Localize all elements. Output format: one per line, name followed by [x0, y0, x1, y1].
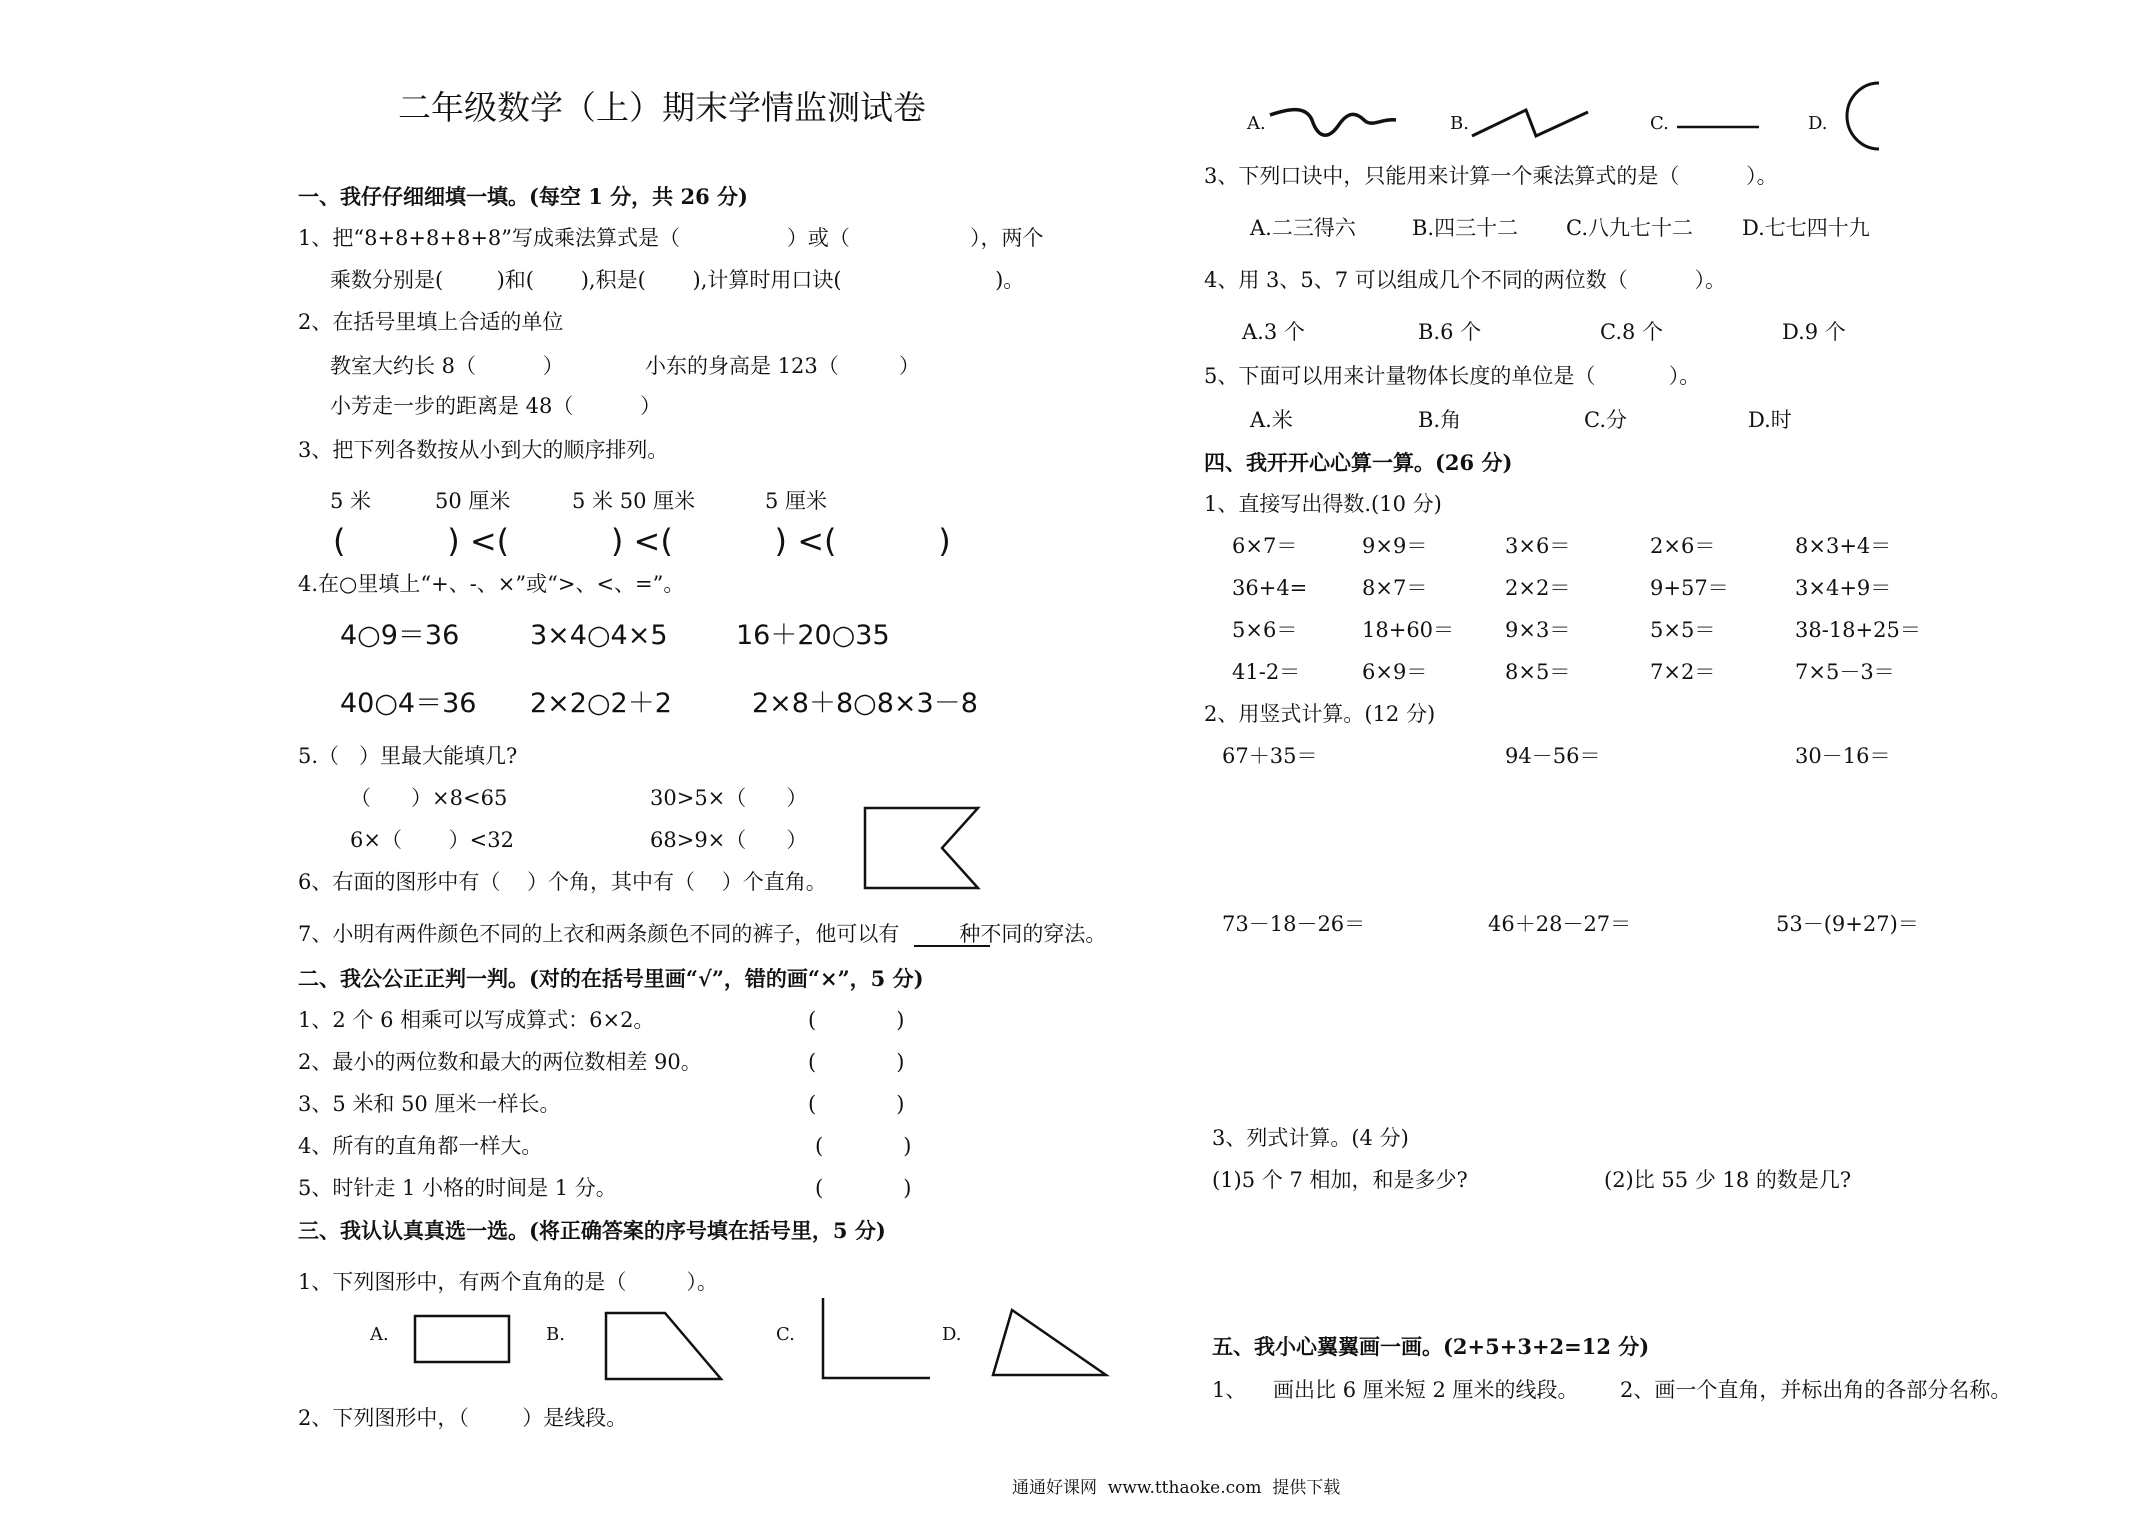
- judge-item: 2、最小的两位数和最大的两位数相差 90。: [298, 1050, 702, 1074]
- section4-heading: 四、我开开心心算一算。(26 分): [1204, 450, 1513, 475]
- judge-paren: ( ): [808, 1092, 905, 1116]
- math-cell: 9×9＝: [1362, 534, 1428, 558]
- r-q3-option: A.二三得六: [1250, 216, 1356, 240]
- q3-item: 5 米: [330, 489, 372, 513]
- math-cell: 9×3＝: [1505, 618, 1571, 642]
- math-cell: 41-2＝: [1232, 660, 1301, 684]
- math-cell: 3×6＝: [1505, 534, 1571, 558]
- vertical-calc: 73－18－26＝: [1222, 912, 1366, 936]
- q4-expr: 40○4＝36: [340, 688, 477, 719]
- vertical-calc: 46＋28－27＝: [1488, 912, 1632, 936]
- option-label: B.: [1450, 113, 1469, 134]
- draw-q1: 1、 画出比 6 厘米短 2 厘米的线段。: [1212, 1378, 1579, 1402]
- q4-expr: 3×4○4×5: [530, 620, 668, 651]
- vertical-calc: 30－16＝: [1795, 744, 1891, 768]
- q5-b: 30>5×（ ）: [650, 786, 808, 810]
- zigzag-figure: [1470, 104, 1590, 140]
- judge-item: 4、所有的直角都一样大。: [298, 1134, 543, 1158]
- option-label: B.: [546, 1324, 565, 1345]
- r-q3-option: B.四三十二: [1412, 216, 1519, 240]
- q2-b: 小东的身高是 123（ ）: [645, 354, 920, 378]
- word-problem: (2)比 55 少 18 的数是几?: [1604, 1168, 1852, 1192]
- math-cell: 8×5＝: [1505, 660, 1571, 684]
- option-label: D.: [1808, 113, 1828, 134]
- r-q4-option: D.9 个: [1782, 320, 1846, 344]
- arc-figure: [1846, 80, 1882, 152]
- q2-text: 2、在括号里填上合适的单位: [298, 310, 564, 334]
- math-cell: 36+4=: [1232, 576, 1308, 600]
- q3-text: 3、把下列各数按从小到大的顺序排列。: [298, 438, 669, 462]
- math-cell: 2×2＝: [1505, 576, 1571, 600]
- q7-blank: [914, 945, 990, 947]
- q5-c: 6×（ ）<32: [350, 828, 515, 852]
- judge-paren: ( ): [808, 1008, 905, 1032]
- option-label: A.: [1247, 113, 1266, 134]
- judge-item: 5、时针走 1 小格的时间是 1 分。: [298, 1176, 617, 1200]
- q2-a: 教室大约长 8（ ）: [330, 354, 564, 378]
- word-problem: (1)5 个 7 相加，和是多少?: [1212, 1168, 1468, 1192]
- q4-expr: 2×2○2＋2: [530, 688, 672, 719]
- section5-heading: 五、我小心翼翼画一画。(2+5+3+2=12 分): [1212, 1334, 1650, 1359]
- q3-order: ( ) <( ) <( ) <( ): [333, 522, 951, 560]
- judge-paren: ( ): [808, 1050, 905, 1074]
- vertical-calc: 67＋35＝: [1222, 744, 1318, 768]
- section2-heading: 二、我公公正正判一判。(对的在括号里画“√”，错的画“×”，5 分): [298, 966, 924, 991]
- option-label: C.: [1650, 113, 1669, 134]
- r-q3-option: C.八九七十二: [1566, 216, 1693, 240]
- q7-text: 7、小明有两件颜色不同的上衣和两条颜色不同的裤子，他可以有 种不同的穿法。: [298, 922, 1107, 946]
- triangle-figure: [990, 1306, 1110, 1378]
- math-cell: 2×6＝: [1650, 534, 1716, 558]
- s4-sub2: 2、用竖式计算。(12 分): [1204, 702, 1436, 726]
- r-q4-option: C.8 个: [1600, 320, 1664, 344]
- r-q3-text: 3、下列口诀中，只能用来计算一个乘法算式的是（ ）。: [1204, 164, 1778, 188]
- choice-q2: 2、下列图形中，（ ）是线段。: [298, 1406, 628, 1430]
- page-title: 二年级数学（上）期末学情监测试卷: [398, 88, 926, 127]
- r-q5-text: 5、下面可以用来计量物体长度的单位是（ ）。: [1204, 364, 1701, 388]
- math-cell: 9+57＝: [1650, 576, 1729, 600]
- judge-paren: ( ): [815, 1134, 912, 1158]
- math-cell: 7×2＝: [1650, 660, 1716, 684]
- curve-figure: [1268, 100, 1398, 146]
- option-label: C.: [776, 1324, 795, 1345]
- footer-credit: 通通好课网 www.tthaoke.com 提供下载: [1012, 1478, 1341, 1498]
- q2-c: 小芳走一步的距离是 48（ ）: [330, 394, 662, 418]
- s4-sub3: 3、列式计算。(4 分): [1212, 1126, 1409, 1150]
- trapezoid-figure: [603, 1310, 725, 1382]
- q4-expr: 2×8＋8○8×3－8: [752, 688, 978, 719]
- r-q4-option: B.6 个: [1418, 320, 1482, 344]
- math-cell: 38-18+25＝: [1795, 618, 1921, 642]
- r-q5-option: C.分: [1584, 408, 1627, 432]
- q4-expr: 4○9＝36: [340, 620, 460, 651]
- judge-paren: ( ): [815, 1176, 912, 1200]
- math-cell: 8×7＝: [1362, 576, 1428, 600]
- option-label: D.: [942, 1324, 962, 1345]
- choice-q1: 1、下列图形中，有两个直角的是（ ）。: [298, 1270, 718, 1294]
- section1-heading: 一、我仔仔细细填一填。(每空 1 分，共 26 分): [298, 184, 748, 209]
- q4-text: 4.在○里填上“+、-、×”或“>、<、=”。: [298, 572, 685, 596]
- flag-shape-figure: [862, 806, 982, 890]
- q4-expr: 16＋20○35: [736, 620, 890, 651]
- s4-sub1: 1、直接写出得数.(10 分): [1204, 492, 1442, 516]
- rectangle-figure: [413, 1314, 511, 1364]
- q3-item: 50 厘米: [435, 489, 511, 513]
- right-angle-figure: [820, 1296, 932, 1382]
- math-cell: 3×4+9＝: [1795, 576, 1892, 600]
- r-q4-option: A.3 个: [1242, 320, 1305, 344]
- judge-item: 1、2 个 6 相乘可以写成算式：6×2。: [298, 1008, 655, 1032]
- math-cell: 8×3+4＝: [1795, 534, 1892, 558]
- line-segment-figure: [1676, 124, 1760, 130]
- q3-item: 5 米 50 厘米: [572, 489, 696, 513]
- q3-item: 5 厘米: [765, 489, 828, 513]
- math-cell: 5×5＝: [1650, 618, 1716, 642]
- q6-text: 6、右面的图形中有（ ）个角，其中有（ ）个直角。: [298, 870, 827, 894]
- q5-text: 5.（ ）里最大能填几?: [298, 744, 518, 768]
- r-q5-option: D.时: [1748, 408, 1792, 432]
- q1-line2: 乘数分别是( )和( ),积是( ),计算时用口诀( )。: [330, 268, 1025, 292]
- math-cell: 7×5－3＝: [1795, 660, 1895, 684]
- math-cell: 6×7＝: [1232, 534, 1298, 558]
- math-cell: 18+60＝: [1362, 618, 1455, 642]
- draw-q2: 2、画一个直角，并标出角的各部分名称。: [1620, 1378, 2012, 1402]
- q1-line1: 1、把“8+8+8+8+8”写成乘法算式是（ ）或（ ），两个: [298, 226, 1044, 250]
- r-q4-text: 4、用 3、5、7 可以组成几个不同的两位数（ ）。: [1204, 268, 1727, 292]
- math-cell: 5×6＝: [1232, 618, 1298, 642]
- q5-d: 68>9×（ ）: [650, 828, 808, 852]
- r-q5-option: B.角: [1418, 408, 1462, 432]
- math-cell: 6×9＝: [1362, 660, 1428, 684]
- r-q5-option: A.米: [1250, 408, 1293, 432]
- vertical-calc: 94－56＝: [1505, 744, 1601, 768]
- judge-item: 3、5 米和 50 厘米一样长。: [298, 1092, 561, 1116]
- option-label: A.: [370, 1324, 389, 1345]
- q5-a: （ ）×8<65: [350, 786, 508, 810]
- r-q3-option: D.七七四十九: [1742, 216, 1870, 240]
- section3-heading: 三、我认认真真选一选。(将正确答案的序号填在括号里，5 分): [298, 1218, 886, 1243]
- vertical-calc: 53－(9+27)＝: [1776, 912, 1919, 936]
